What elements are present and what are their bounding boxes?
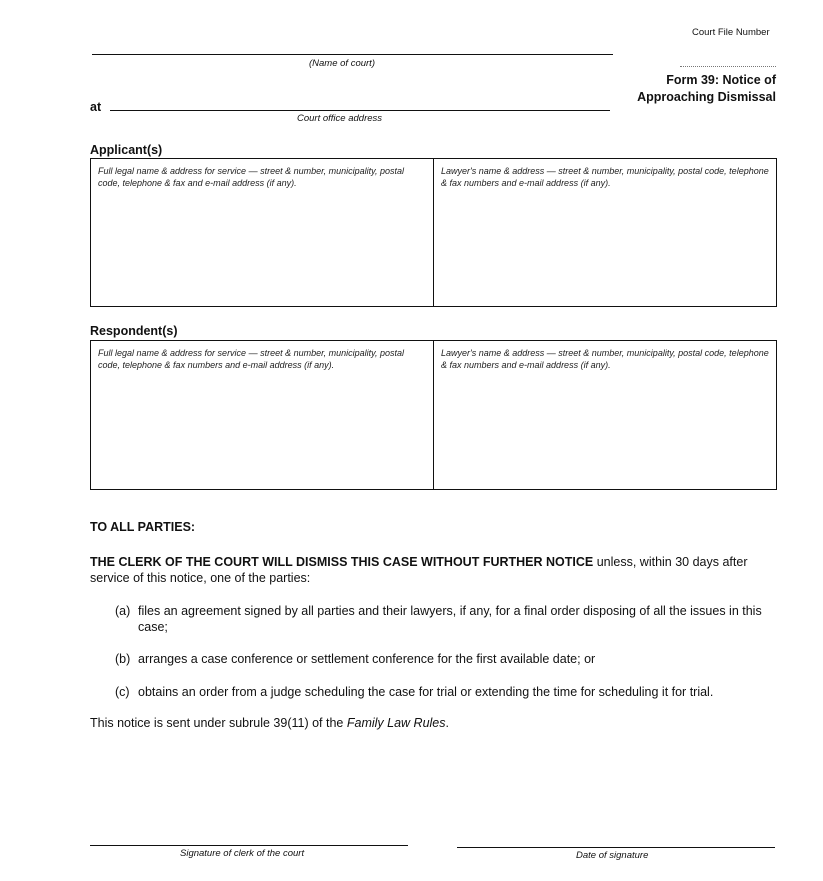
applicant-lawyer-hint: Lawyer's name & address — street & number, municipality, postal code, telephone & fax numbers and e-mail address (if any).: [441, 166, 769, 188]
date-of-signature-caption: Date of signature: [576, 850, 649, 861]
form-title-line2: Approaching Dismissal: [637, 90, 776, 104]
court-file-number-label: Court File Number: [692, 27, 770, 38]
respondent-party-input[interactable]: [97, 375, 427, 483]
applicant-party-hint: Full legal name & address for service — street & number, municipality, postal code, telephone & fax and e-mail address (if any).: [98, 166, 404, 188]
respondent-party-hint: Full legal name & address for service — street & number, municipality, postal code, telephone & fax numbers and e-mail address (if any).: [98, 348, 404, 370]
applicants-heading: Applicant(s): [90, 143, 163, 157]
list-item-label: (b): [115, 652, 131, 666]
name-of-court-line: [92, 54, 613, 55]
list-item-text: files an agreement signed by all parties and their lawyers, if any, for a final order disposing of all the issues in this case;: [138, 604, 762, 634]
respondents-table: [90, 340, 777, 490]
court-file-number-input[interactable]: [680, 50, 776, 64]
court-file-number-line: [680, 66, 776, 67]
court-office-address-input[interactable]: [110, 94, 608, 109]
to-all-parties-heading: TO ALL PARTIES:: [90, 520, 196, 534]
applicant-party-cell: [91, 159, 433, 306]
clerk-signature-line: [90, 845, 408, 846]
name-of-court-input[interactable]: [92, 38, 612, 53]
date-of-signature-line: [457, 847, 775, 848]
dismissal-warning-bold: THE CLERK OF THE COURT WILL DISMISS THIS CASE WITHOUT FURTHER NOTICE: [90, 555, 594, 569]
list-item-label: (a): [115, 604, 131, 618]
clerk-signature-caption: Signature of clerk of the court: [180, 848, 305, 859]
list-item: [115, 603, 780, 635]
at-label: at: [90, 100, 102, 114]
respondent-party-cell: [91, 341, 433, 489]
clerk-signature-input[interactable]: [90, 828, 406, 843]
court-office-address-line: [110, 110, 610, 111]
dismissal-warning-rest: unless, within 30 days after service of this notice, one of the parties:: [90, 555, 748, 585]
respondents-heading: Respondent(s): [90, 324, 178, 338]
subrule-footer-suffix: .: [445, 716, 449, 730]
subrule-footer: [90, 715, 449, 731]
respondent-lawyer-hint: Lawyer's name & address — street & number, municipality, postal code, telephone & fax numbers and e-mail address (if any).: [441, 348, 769, 370]
dismissal-warning: [90, 554, 782, 586]
applicant-lawyer-cell: [433, 159, 776, 306]
list-item-label: (c): [115, 685, 130, 699]
applicant-party-input[interactable]: [97, 193, 427, 300]
applicant-lawyer-input[interactable]: [440, 193, 770, 300]
applicants-table: [90, 158, 777, 307]
respondent-lawyer-cell: [433, 341, 776, 489]
name-of-court-caption: (Name of court): [309, 58, 375, 69]
form-title-line1: Form 39: Notice of: [666, 73, 776, 87]
list-item: [115, 651, 780, 667]
list-item-text: obtains an order from a judge scheduling the case for trial or extending the time for scheduling it for trial.: [138, 685, 714, 699]
list-item-text: arranges a case conference or settlement conference for the first available date; or: [138, 652, 596, 666]
family-law-rules-title: Family Law Rules: [346, 716, 446, 730]
court-office-address-caption: Court office address: [297, 113, 383, 124]
date-of-signature-input[interactable]: [457, 830, 774, 845]
list-item: [115, 684, 780, 700]
subrule-footer-prefix: This notice is sent under subrule 39(11) of the: [90, 716, 347, 730]
respondent-lawyer-input[interactable]: [440, 375, 770, 483]
